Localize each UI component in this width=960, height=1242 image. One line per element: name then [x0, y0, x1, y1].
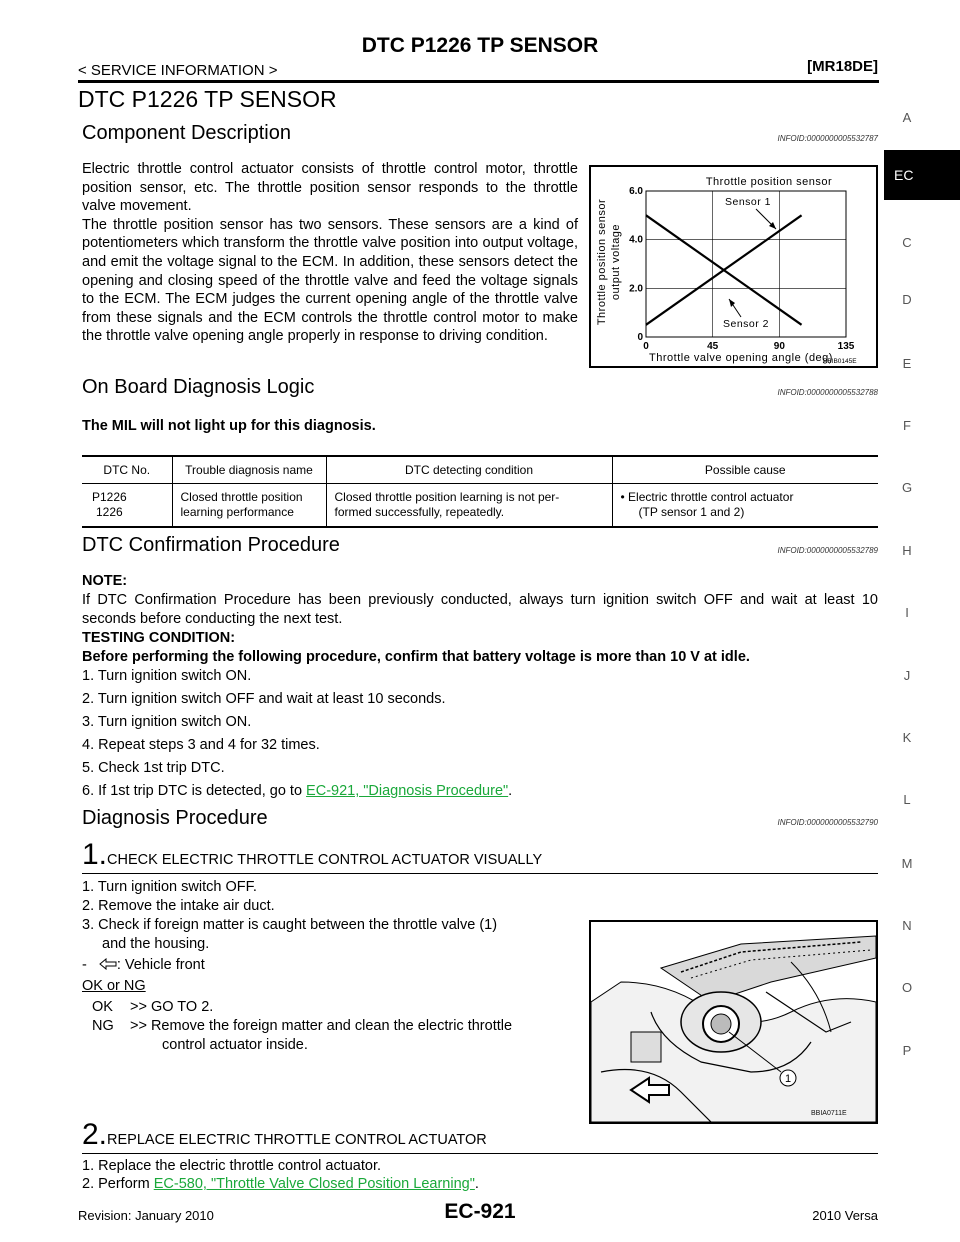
sidebar-index-g[interactable]: G — [901, 480, 913, 495]
page-number: EC-921 — [444, 1200, 516, 1223]
legend-dash: - — [82, 957, 87, 973]
step-1-number: 1. — [82, 838, 108, 871]
component-paragraph — [82, 160, 578, 346]
ok-ng-results — [92, 998, 588, 1055]
cell-cause — [612, 484, 878, 528]
section-heading-diag: Diagnosis Procedure — [82, 807, 268, 829]
ok-or-ng: OK or NG — [82, 978, 146, 994]
running-title: DTC P1226 TP SENSOR — [361, 34, 599, 57]
sidebar-index-e[interactable]: E — [902, 356, 912, 371]
table-header-row — [82, 456, 878, 484]
section-heading-confirm: DTC Confirmation Procedure — [82, 534, 340, 556]
ng-text-2: control actuator inside. — [162, 1037, 308, 1053]
step6-suffix: . — [508, 783, 513, 799]
list-item: 1. Turn ignition switch ON. — [82, 668, 252, 684]
sidebar-index-c[interactable]: C — [902, 235, 912, 250]
y-tick-label: 6.0 — [629, 186, 643, 197]
mil-note: The MIL will not light up for this diagnosis. — [82, 418, 376, 434]
ok-text: >> GO TO 2. — [130, 999, 214, 1015]
component-text-1: Electric throttle control actuator consists of throttle control motor, throttle position sensor, etc. The throttle position sensor responds to the throttle valve movement. — [82, 161, 578, 215]
dtc-table — [82, 455, 878, 528]
th-trouble-name: Trouble diagnosis name — [172, 456, 326, 484]
list-item: 4. Repeat steps 3 and 4 for 32 times. — [82, 737, 320, 753]
step-1-body — [82, 878, 578, 975]
result-ok — [92, 998, 588, 1017]
vehicle-front-legend — [82, 956, 578, 975]
testing-condition-text: Before performing the following procedure, confirm that battery voltage is more than 10 V at idle. — [82, 649, 750, 665]
x-tick-label: 0 — [643, 341, 649, 352]
ok-label: OK — [92, 999, 113, 1015]
list-item: 3. Turn ignition switch ON. — [82, 714, 252, 730]
callout-1: 1 — [784, 1073, 792, 1085]
step2-suffix: . — [474, 1176, 479, 1192]
engine-bay-illustration — [591, 922, 876, 1122]
testing-condition-label: TESTING CONDITION: — [82, 630, 236, 646]
sidebar-index-f[interactable]: F — [903, 418, 911, 433]
cause-1: • Electric throttle control actuator — [620, 490, 794, 504]
step-1-heading — [82, 838, 542, 872]
x-tick-label: 45 — [707, 341, 719, 352]
revision-label: Revision: January 2010 — [78, 1208, 214, 1223]
step6-prefix: 6. If 1st trip DTC is detected, go to — [82, 783, 307, 799]
step-2-number: 2. — [82, 1118, 108, 1151]
step-2-heading — [82, 1118, 487, 1152]
chart-figure-code: PBIB0145E — [823, 358, 857, 365]
ng-text-1: >> Remove the foreign matter and clean the electric throttle — [130, 1018, 513, 1034]
confirm-steps — [82, 668, 512, 806]
legend-text: : Vehicle front — [116, 957, 205, 973]
chart-title: Throttle position sensor — [705, 176, 833, 188]
list-item — [82, 1175, 479, 1193]
y-tick-label: 4.0 — [629, 234, 643, 246]
engine-label: [MR18DE] — [807, 58, 878, 75]
step2-prefix: 2. Perform — [82, 1176, 154, 1192]
step-2-rule — [82, 1153, 878, 1154]
list-item: 2. Turn ignition switch OFF and wait at least 10 seconds. — [82, 691, 446, 707]
note-text: If DTC Confirmation Procedure has been previously conducted, always turn ignition switch OFF and wait at least 10 seconds before conducting the next test. — [82, 592, 878, 627]
sidebar-index-o[interactable]: O — [901, 980, 913, 995]
tp-sensor-chart — [591, 167, 876, 366]
step-1-rule — [82, 873, 878, 874]
figure-code: BBIA0711E — [811, 1110, 847, 1117]
infoid-obd: INFOID:0000000005532788 — [777, 388, 878, 397]
note-label: NOTE: — [82, 573, 128, 589]
list-item: 5. Check 1st trip DTC. — [82, 760, 225, 776]
sidebar-index-j[interactable]: J — [903, 668, 911, 683]
series-label-1: Sensor 1 — [725, 196, 772, 208]
section-heading-component: Component Description — [82, 122, 291, 144]
step-1-title: CHECK ELECTRIC THROTTLE CONTROL ACTUATOR VISUALLY — [107, 852, 543, 868]
dtc-code-p: P1226 — [92, 490, 127, 504]
plot-area — [646, 191, 846, 337]
trouble-name-1: Closed throttle position — [180, 490, 303, 504]
trouble-name-2: learning performance — [180, 505, 294, 519]
sidebar-index-l[interactable]: L — [903, 792, 911, 807]
header-rule — [78, 80, 879, 83]
ng-label: NG — [92, 1018, 114, 1034]
confirm-notes — [82, 572, 878, 667]
step-2-title: REPLACE ELECTRIC THROTTLE CONTROL ACTUATOR — [107, 1132, 487, 1148]
throttle-actuator-photo — [589, 920, 878, 1124]
sidebar-index-d[interactable]: D — [902, 292, 912, 307]
cause-2: (TP sensor 1 and 2) — [638, 505, 745, 519]
arrow-left-icon — [99, 958, 117, 970]
x-tick-label: 90 — [773, 341, 785, 352]
list-item: 1. Replace the electric throttle control actuator. — [82, 1158, 382, 1174]
cell-trouble-name — [172, 484, 326, 528]
sidebar-index-i[interactable]: I — [905, 605, 909, 620]
tp-sensor-chart-figure — [589, 165, 878, 368]
table-row — [82, 484, 878, 528]
dtc-code-num: 1226 — [96, 505, 123, 519]
sidebar-index-m[interactable]: M — [901, 856, 913, 871]
condition-2: formed successfully, repeatedly. — [334, 505, 505, 519]
cell-dtc-no — [82, 484, 172, 528]
series-label-2: Sensor 2 — [723, 318, 770, 330]
step-2-body — [82, 1157, 479, 1193]
section-heading-obd: On Board Diagnosis Logic — [82, 376, 315, 398]
list-item: 2. Remove the intake air duct. — [82, 898, 275, 914]
component-text-2: The throttle position sensor has two sensors. These sensors are a kind of potentiometers which transform the throttle valve position into output voltage, and emit the voltage signal to the ECM. In addition, these sensors detect the opening and closing speed of the throttle valve and feed the voltage signals to the ECM. The ECM judges the current opening angle of the throttle valve from these signals and the ECM controls the throttle control motor to make the throttle valve opening angle properly in response to driving condition. — [82, 216, 578, 345]
x-tick-label: 135 — [837, 341, 855, 352]
cell-condition — [326, 484, 612, 528]
list-item-continued: and the housing. — [102, 936, 210, 952]
x-axis-label: Throttle valve opening angle (deg) — [649, 352, 833, 364]
infoid-confirm: INFOID:0000000005532789 — [777, 546, 878, 555]
y-tick-label: 0 — [637, 332, 643, 343]
sidebar-index-h[interactable]: H — [902, 543, 912, 558]
th-detecting-condition: DTC detecting condition — [326, 456, 612, 484]
infoid-diag: INFOID:0000000005532790 — [777, 818, 878, 827]
list-item: 1. Turn ignition switch OFF. — [82, 879, 257, 895]
sidebar-index-p[interactable]: P — [902, 1043, 912, 1058]
y-axis-label: Throttle position sensor output voltage — [596, 198, 622, 326]
list-item — [82, 783, 512, 806]
sidebar-tab-active[interactable]: EC — [884, 150, 960, 200]
list-item: 3. Check if foreign matter is caught between the throttle valve (1) — [82, 917, 498, 933]
page-title: DTC P1226 TP SENSOR — [78, 86, 337, 112]
sidebar-index-k[interactable]: K — [902, 730, 912, 745]
model-label: 2010 Versa — [812, 1208, 878, 1223]
th-possible-cause: Possible cause — [612, 456, 878, 484]
sidebar-index-a[interactable]: A — [902, 110, 912, 125]
result-ng — [92, 1017, 588, 1036]
infoid-component: INFOID:0000000005532787 — [777, 134, 878, 143]
y-tick-label: 2.0 — [629, 283, 643, 295]
link-diagnosis-procedure[interactable]: EC-921, "Diagnosis Procedure" — [306, 783, 509, 799]
sidebar-index-n[interactable]: N — [902, 918, 912, 933]
link-throttle-learning[interactable]: EC-580, "Throttle Valve Closed Position Learning" — [153, 1176, 475, 1192]
condition-1: Closed throttle position learning is not per- — [334, 490, 560, 504]
th-dtc-no: DTC No. — [82, 456, 172, 484]
section-label: < SERVICE INFORMATION > — [78, 62, 278, 79]
